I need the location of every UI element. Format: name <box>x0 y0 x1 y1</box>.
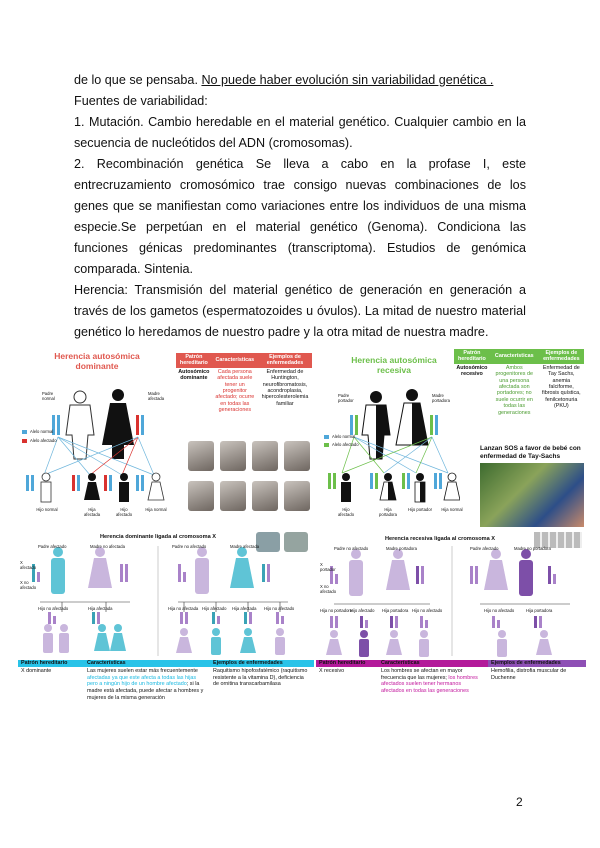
child-label: Hijo no afectado <box>264 606 295 611</box>
table-header: Características <box>490 349 539 364</box>
child-label: Hija normal <box>145 507 167 512</box>
parent-label: Madre no portadora <box>514 546 551 551</box>
child-label: Hijo no afectado <box>38 606 69 611</box>
legend-normal: Alelo normal <box>332 434 356 439</box>
child-label: Hija no portadora <box>320 608 353 613</box>
child-label: Hijo afectado <box>202 606 227 611</box>
child-label: Hijo no afectado <box>484 608 515 613</box>
parent-label: Madre afectada <box>230 544 260 549</box>
chromosome-label: X portador <box>320 562 336 572</box>
parent-label: Padre afectado <box>470 546 499 551</box>
table-header: Patrón hereditario <box>316 660 378 667</box>
child-label: Hija no afectada <box>168 606 199 611</box>
parent-right-label: Madre afectada <box>148 391 165 401</box>
table-cell: Autosómico recesivo <box>456 364 488 378</box>
table-cell: Hemofilia, distrofia muscular de Duchenne <box>491 667 567 681</box>
table-cell: Ambos progenitores de una persona afectada son portadores; no suele ocurrir en todas las generaciones <box>495 364 533 416</box>
child-label: Hijo afectado <box>115 507 133 517</box>
paragraph-1: de lo que se pensaba. No puede haber evolución sin variabilidad genética . <box>74 73 494 87</box>
x-dominant-table <box>18 660 314 703</box>
child-label: Hijo afectado <box>337 507 355 517</box>
table-header: Patrón hereditario <box>454 349 490 364</box>
child-label: Hijo afectado <box>350 608 375 613</box>
table-cell: Enfermedad de Huntington, neurofibromatosis, acondroplasia, hipercolesterolemia familiar <box>261 368 309 407</box>
paragraph-5: Herencia: Transmisión del material genético de generación en generación a través de los gametos (espermatozoides u óvulos). La mitad de nuestro material genético lo heredamos de nuestro padre y la otra mitad de nuestra madre. <box>74 283 526 339</box>
pattern-table <box>454 349 584 417</box>
table-cell: Los hombres se afectan en mayor frecuencia que las mujeres; los hombres afectados suelen tener hermanos afectados en todas las generaciones <box>381 667 478 695</box>
x-dominant-diagram <box>18 532 314 658</box>
child-label: Hijo no afectado <box>412 608 443 613</box>
figure-x-recessive <box>320 532 586 658</box>
figure-title: Herencia autosómica dominante <box>54 351 140 371</box>
table-header: Ejemplos de enfermedades <box>539 349 584 364</box>
child-label: Hija normal <box>441 507 463 512</box>
chromosome-label: X afectado <box>20 560 37 570</box>
figure-title: Herencia recesiva ligada al cromosoma X <box>384 536 496 542</box>
patient-photo <box>252 481 278 511</box>
paragraph-4: 2. Recombinación genética Se lleva a cabo en la profase I, este entrecruzamiento cromosómico trae consigo nuevas combinaciones de los genes que se manifiestan como variaciones entre los individuos de una misma especie.Se perpetúan en el material genético (Genoma). Condiciona las funciones génicas predominantes (transcriptoma). Estudios de genómica comparada. Sintenia. <box>74 157 526 276</box>
legend-normal: Alelo normal <box>30 429 54 434</box>
patient-photo <box>188 481 214 511</box>
table-header: Patrón hereditario <box>176 353 212 368</box>
child-label: Hija portadora <box>379 507 397 517</box>
table-header: Ejemplos de enfermedades <box>258 353 312 368</box>
x-recessive-table <box>316 660 586 696</box>
child-label: Hijo portador <box>408 507 432 512</box>
patient-photo <box>188 441 214 471</box>
figure-title: Herencia dominante ligada al cromosoma X <box>100 534 216 540</box>
patient-photo <box>220 481 246 511</box>
table-header: Patrón hereditario <box>21 660 68 666</box>
table-header: Características <box>212 353 258 368</box>
table-cell: Autosómico dominante <box>178 368 210 382</box>
parent-label: Padre no afectado <box>334 546 369 551</box>
table-header: Ejemplos de enfermedades <box>213 660 283 666</box>
legend-affected: Alelo afectado <box>30 438 57 443</box>
parent-left-label: Padre portador <box>338 393 354 403</box>
patient-photo <box>284 441 310 471</box>
child-label: Hijo normal <box>36 507 58 512</box>
page-number: 2 <box>516 795 523 809</box>
table-cell: Las mujeres suelen estar más frecuentemente afectadas ya que este afecta a todas las hijas pero a ningún hijo de un hombre afectado; si la madre está afectada, puede afectar a hombres y mujeres de la misma generación <box>87 667 204 701</box>
table-cell: Raquitismo hipofosfatémico (raquitismo resistente a la vitamina D), deficiencia de ornitina transcarbamilasa <box>213 667 308 688</box>
parent-label: Madre no afectada <box>90 544 125 549</box>
paragraph-3: 1. Mutación. Cambio heredable en el material genético. Cualquier cambio en la secuencia de nucleótidos del ADN (cromosomas). <box>74 115 526 150</box>
parent-label: Madre portadora <box>386 546 417 551</box>
parent-left-label: Padre normal <box>42 391 55 401</box>
patient-photo <box>220 441 246 471</box>
child-label: Hija afectada <box>232 606 257 611</box>
figure-autosomal-recessive <box>320 345 586 530</box>
parent-right-label: Madre portadora <box>432 393 450 403</box>
news-photo <box>480 463 584 527</box>
parent-label: Padre afectado <box>38 544 67 549</box>
legend-affected: Alelo afectado <box>332 442 359 447</box>
table-header: Características <box>378 660 488 667</box>
chromosome-label: X no afectado <box>320 584 337 594</box>
figure-autosomal-dominant <box>18 345 314 530</box>
body-text <box>74 70 526 343</box>
patient-photo <box>252 441 278 471</box>
news-headline: Lanzan SOS a favor de bebé con enfermedad de Tay-Sachs <box>480 445 581 460</box>
table-header: Ejemplos de enfermedades <box>488 660 586 667</box>
table-cell: X recesivo <box>319 667 345 674</box>
table-header: Características <box>87 660 126 666</box>
chromosome-label: X no afectado <box>20 580 37 590</box>
child-label: Hija portadora <box>526 608 553 613</box>
paragraph-2: Fuentes de variabilidad: <box>74 94 208 108</box>
table-cell: Enfermedad de Tay Sachs, anemia falciforme, fibrosis quística, fenilcetonuria (PKU) <box>542 364 581 410</box>
figure-x-dominant <box>18 532 314 658</box>
underlined-statement: No puede haber evolución sin variabilidad genética . <box>201 73 494 87</box>
patient-photo <box>284 481 310 511</box>
child-label: Hija afectada <box>88 606 113 611</box>
pattern-table <box>176 353 312 415</box>
table-cell: Cada persona afectada suele tener un progenitor afectado; ocurre en todas las generaciones <box>215 368 255 414</box>
table-cell: X dominante <box>21 667 52 674</box>
child-label: Hija afectada <box>83 507 101 517</box>
parent-label: Padre no afectado <box>172 544 207 549</box>
patient-photos <box>188 441 312 527</box>
figure-title: Herencia autosómica recesiva <box>351 355 437 375</box>
child-label: Hija portadora <box>382 608 409 613</box>
